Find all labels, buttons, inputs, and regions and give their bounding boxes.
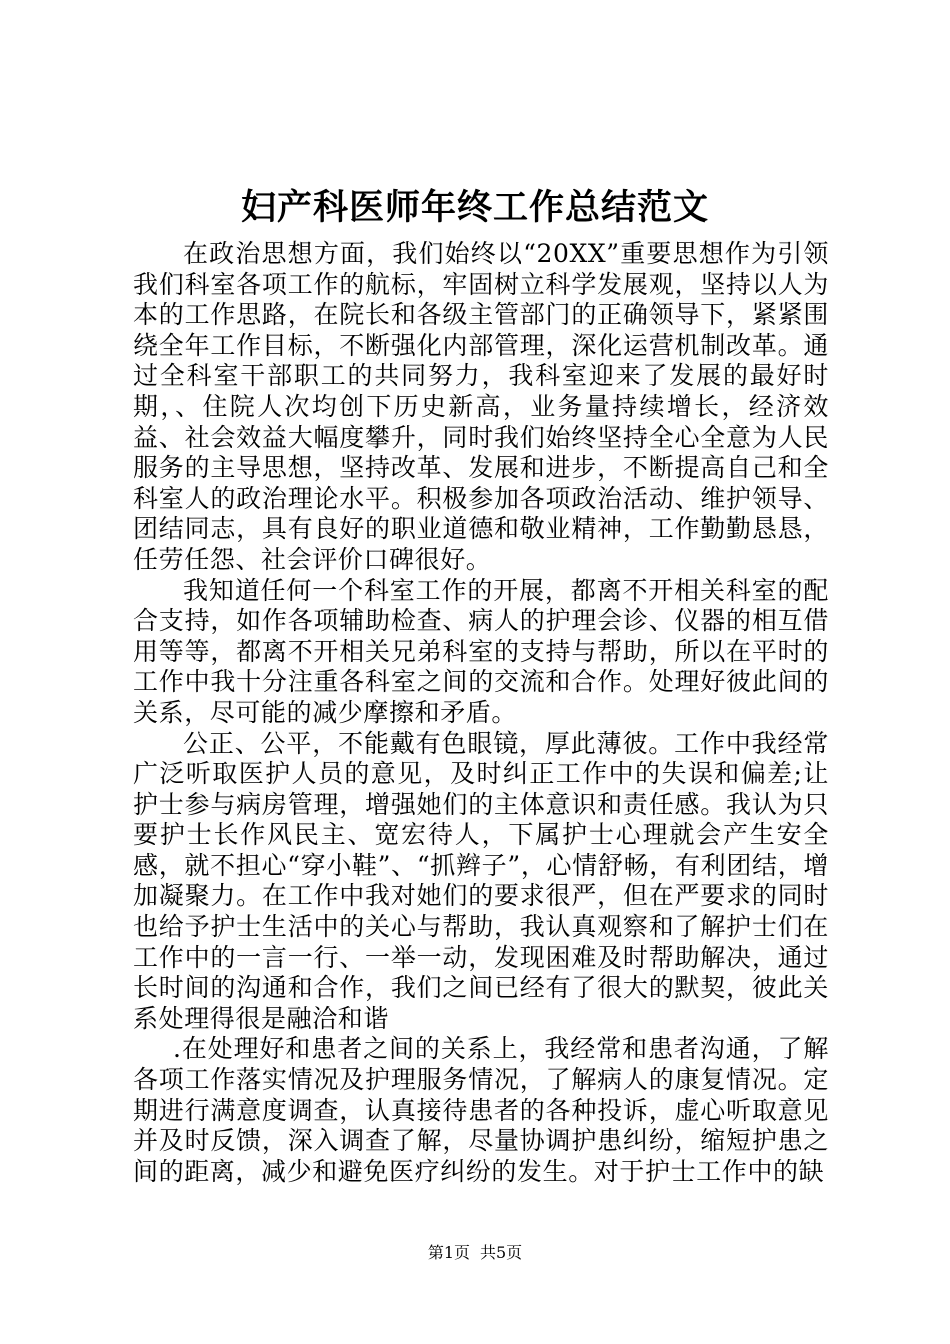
paragraph: .在处理好和患者之间的关系上，我经常和患者沟通，了解各项工作落实情况及护理服务情况，了解病人的康复情况。定期进行满意度调查，认真接待患者的各种投诉，虚心听取意见并及时反馈，深入调查了解，尽量协调护患纠纷，缩短护患之间的距离，减少和避免医疗纠纷的发生。对于护士工作中的缺	[133, 1034, 829, 1186]
page-total: 共5页	[480, 1243, 523, 1262]
paragraph: 我知道任何一个科室工作的开展，都离不开相关科室的配合支持，如作各项辅助检查、病人的护理会诊、仪器的相互借用等等，都离不开相关兄弟科室的支持与帮助，所以在平时的工作中我十分注重各科室之间的交流和合作。处理好彼此间的关系，尽可能的减少摩擦和矛盾。	[133, 575, 829, 727]
page-number: 第1页	[427, 1243, 470, 1262]
document-title: 妇产科医师年终工作总结范文	[240, 187, 709, 228]
paragraph: 公正、公平，不能戴有色眼镜，厚此薄彼。工作中我经常广泛听取医护人员的意见，及时纠正工作中的失误和偏差;让护士参与病房管理，增强她们的主体意识和责任感。我认为只要护士长作风民主、宽宏待人，下属护士心理就会产生安全感，就不担心“穿小鞋”、“抓辫子”，心情舒畅，有利团结，增加凝聚力。在工作中我对她们的要求很严，但在严要求的同时也给予护士生活中的关心与帮助，我认真观察和了解护士们在工作中的一言一行、一举一动，发现困难及时帮助解决，通过长时间的沟通和合作，我们之间已经有了很大的默契，彼此关系处理得很是融洽和谐	[133, 728, 829, 1033]
paragraph: 在政治思想方面，我们始终以“20XX”重要思想作为引领我们科室各项工作的航标，牢固树立科学发展观，坚持以人为本的工作思路，在院长和各级主管部门的正确领导下，紧紧围绕全年工作目标，不断强化内部管理，深化运营机制改革。通过全科室干部职工的共同努力，我科室迎来了发展的最好时期，、住院人次均创下历史新高，业务量持续增长，经济效益、社会效益大幅度攀升，同时我们始终坚持全心全意为人民服务的主导思想，坚持改革、发展和进步，不断提高自己和全科室人的政治理论水平。积极参加各项政治活动、维护领导、团结同志，具有良好的职业道德和敬业精神，工作勤勤恳恳，任劳任怨、社会评价口碑很好。	[133, 239, 829, 574]
document-body	[133, 239, 829, 1187]
page-footer	[0, 1241, 950, 1265]
